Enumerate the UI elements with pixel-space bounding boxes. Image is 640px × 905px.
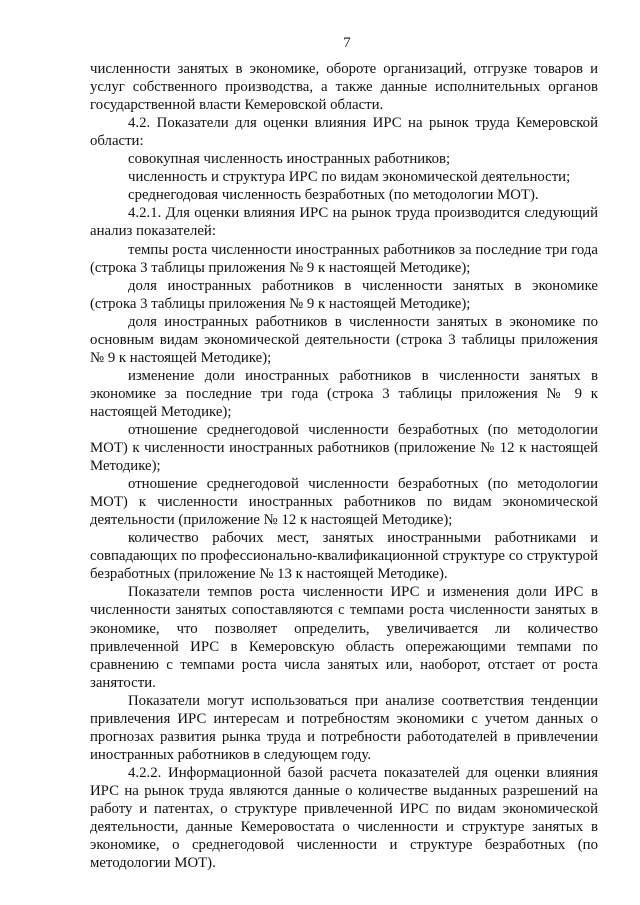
paragraph-section-4-2-2: 4.2.2. Информационной базой расчета показателей для оценки влияния ИРС на рынок труда являются данные о количестве выданных разрешений на работу и патентах, о структуре привлеченной ИРС по видам экономической деятельности, данные Кемеровостата о численности и структуре занятых в экономике, о среднегодовой численности и структуре безработных (по методологии МОТ). [90,764,598,872]
list-item-indicator-total-foreign-workers: совокупная численность иностранных работников; [128,151,451,168]
list-item-indicator-unemployed-ilo: среднегодовая численность безработных (по методологии МОТ). [128,187,539,204]
document-body [90,60,598,872]
list-item-unemployed-ratio: отношение среднегодовой численности безработных (по методологии МОТ) к численности иностранных работников (приложение № 12 к настоящей Методике); [90,421,598,475]
list-item-share-by-activity: доля иностранных работников в численности занятых в экономике по основным видам экономической деятельности (строка 3 таблицы приложения № 9 к настоящей Методике); [90,313,598,366]
page-number: 7 [343,35,351,51]
paragraph-growth-comparison: Показатели темпов роста численности ИРС и изменения доли ИРС в численности занятых сопоставляются с темпами роста численности занятых в экономике, что позволяет определить, увеличивается ли количество привлеченной ИРС в Кемеровскую область опережающими темпами по сравнению с темпами роста числа занятых или, наоборот, отстает от роста занятости. [90,584,598,691]
list-item-share-in-employed: доля иностранных работников в численности занятых в экономике (строка 3 таблицы приложения № 9 к настоящей Методике); [90,277,598,312]
paragraph-section-4-2-1: 4.2.1. Для оценки влияния ИРС на рынок труда производится следующий анализ показателей: [90,205,598,240]
list-item-jobs-matching-structure: количество рабочих мест, занятых иностранными работниками и совпадающих по профессионально-квалификационной структуре со структурой безработных (приложение № 13 к настоящей Методике). [90,530,598,583]
list-item-growth-rates: темпы роста численности иностранных работников за последние три года (строка 3 таблицы приложения № 9 к настоящей Методике); [90,241,598,276]
list-item-indicator-structure-by-activity: численность и структура ИРС по видам экономической деятельности; [128,169,571,186]
paragraph-usage-of-indicators: Показатели могут использоваться при анализе соответствия тенденции привлечения ИРС интересам и потребностям экономики с учетом данных о прогнозах развития рынка труда и потребности работодателей в привлечении иностранных работников в следующем году. [90,692,598,763]
paragraph-section-4-2: 4.2. Показатели для оценки влияния ИРС на рынок труда Кемеровской области: [90,115,598,150]
list-item-share-change: изменение доли иностранных работников в численности занятых в экономике за последние три года (строка 3 таблицы приложения № 9 к настоящей Методике); [90,367,598,420]
paragraph-continuation: численности занятых в экономике, обороте организаций, отгрузке товаров и услуг собственного производства, а также данные исполнительных органов государственной власти Кемеровской области. [90,61,598,114]
document-page [90,34,598,872]
list-item-unemployed-ratio-by-activity: отношение среднегодовой численности безработных (по методологии МОТ) к численности иностранных работников по видам экономической деятельности (приложение № 12 к настоящей Методике); [90,476,598,529]
